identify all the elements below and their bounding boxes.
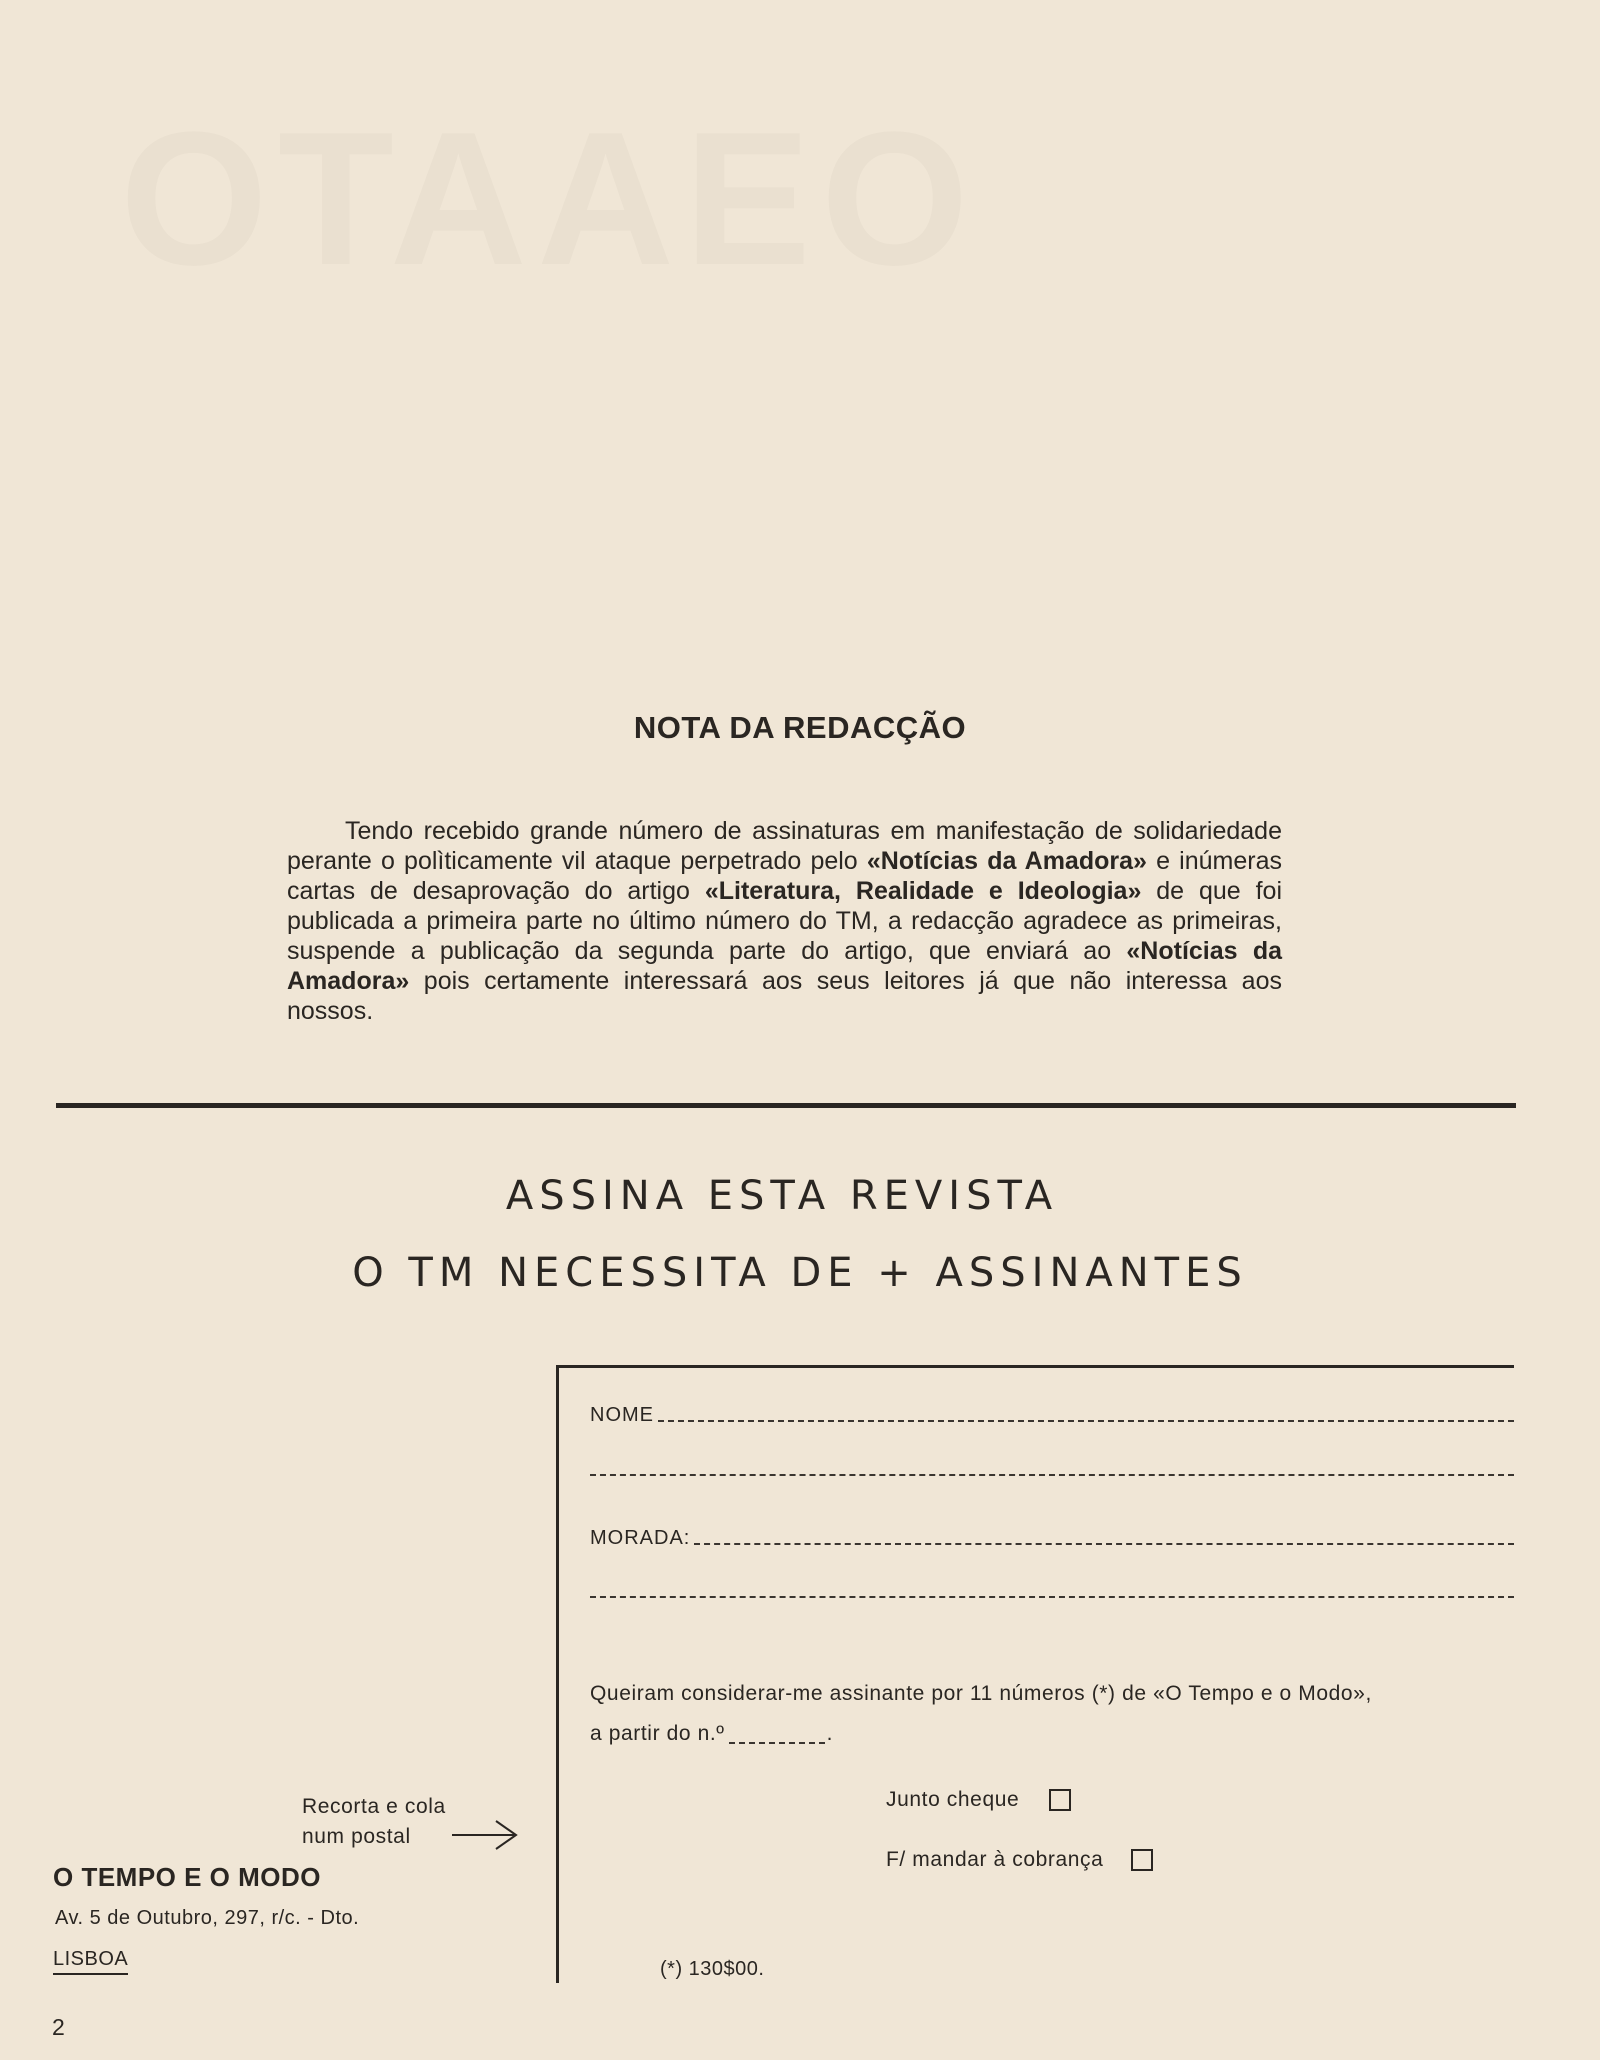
starting-issue-field[interactable]: [729, 1742, 825, 1744]
name-label: NOME: [590, 1404, 654, 1426]
address-dotted-line[interactable]: [694, 1543, 1514, 1545]
show-through-masthead: OTAAEO: [120, 93, 979, 305]
starting-issue-line: [590, 1714, 1514, 1754]
address-extra-field[interactable]: [590, 1596, 1514, 1603]
form-top-border: [556, 1365, 1514, 1368]
cheque-label: Junto cheque: [886, 1788, 1020, 1811]
cut-instruction-line1: Recorta e cola: [302, 1795, 446, 1818]
starting-issue-label: a partir do n.º: [590, 1722, 725, 1745]
subscription-request-text: Queiram considerar-me assinante por 11 números (*) de «O Tempo e o Modo»,: [590, 1682, 1372, 1705]
section-divider: [56, 1103, 1516, 1108]
note-ref-noticias-1: «Notícias da Amadora»: [866, 847, 1147, 875]
cobranca-checkbox[interactable]: [1131, 1849, 1153, 1871]
publisher-name: O TEMPO E O MODO: [53, 1862, 322, 1892]
name-field[interactable]: [590, 1404, 1514, 1427]
arrow-right-icon: [450, 1818, 520, 1852]
editorial-note-body: [287, 816, 1282, 1026]
address-field[interactable]: [590, 1527, 1514, 1550]
address-extra-dotted-line[interactable]: [590, 1596, 1514, 1598]
cobranca-label: F/ mandar à cobrança: [886, 1848, 1104, 1871]
name-dotted-line[interactable]: [658, 1420, 1514, 1422]
editorial-note-title: NOTA DA REDACÇÃO: [633, 710, 967, 745]
cheque-option[interactable]: [886, 1788, 1071, 1812]
name-extra-field[interactable]: [590, 1474, 1514, 1481]
cheque-checkbox[interactable]: [1049, 1789, 1071, 1811]
publisher-city: LISBOA: [53, 1948, 128, 1975]
note-ref-noticias-2: «Notícias da Amadora»: [287, 937, 1282, 995]
form-left-border: [556, 1365, 559, 1983]
note-text-1: Tendo recebido grande número de assinaturas em manifestação de solidariedade perante o polìticamente vil ataque perpetrado pelo: [287, 817, 1282, 875]
note-text-2: e inúmeras cartas de desaprovação do artigo: [287, 847, 1282, 905]
subscribe-headline: ASSINA ESTA REVISTA: [505, 1173, 1059, 1219]
note-text-4: pois certamente interessará aos seus leitores já que não interessa aos nossos.: [287, 967, 1282, 1025]
cobranca-option[interactable]: [886, 1848, 1153, 1872]
subscription-request: [590, 1674, 1514, 1754]
address-label: MORADA:: [590, 1527, 691, 1549]
editorial-note-paragraph: [287, 816, 1282, 1026]
subscribe-subheadline: O TM NECESSITA DE + ASSINANTES: [352, 1250, 1248, 1296]
starting-issue-end: .: [826, 1722, 834, 1745]
page-number: 2: [52, 2014, 65, 2040]
cut-instruction: [302, 1792, 446, 1852]
cut-instruction-line2: num postal: [302, 1825, 411, 1848]
note-text-3: de que foi publicada a primeira parte no último número do TM, a redacção agradece as primeiras, suspende a publicação da segunda parte do artigo, que enviará ao: [287, 877, 1283, 965]
name-extra-dotted-line[interactable]: [590, 1474, 1514, 1476]
price-footnote: (*) 130$00.: [660, 1958, 765, 1980]
note-ref-literatura: «Literatura, Realidade e Ideologia»: [704, 877, 1142, 905]
publisher-address: Av. 5 de Outubro, 297, r/c. - Dto.: [55, 1907, 360, 1929]
